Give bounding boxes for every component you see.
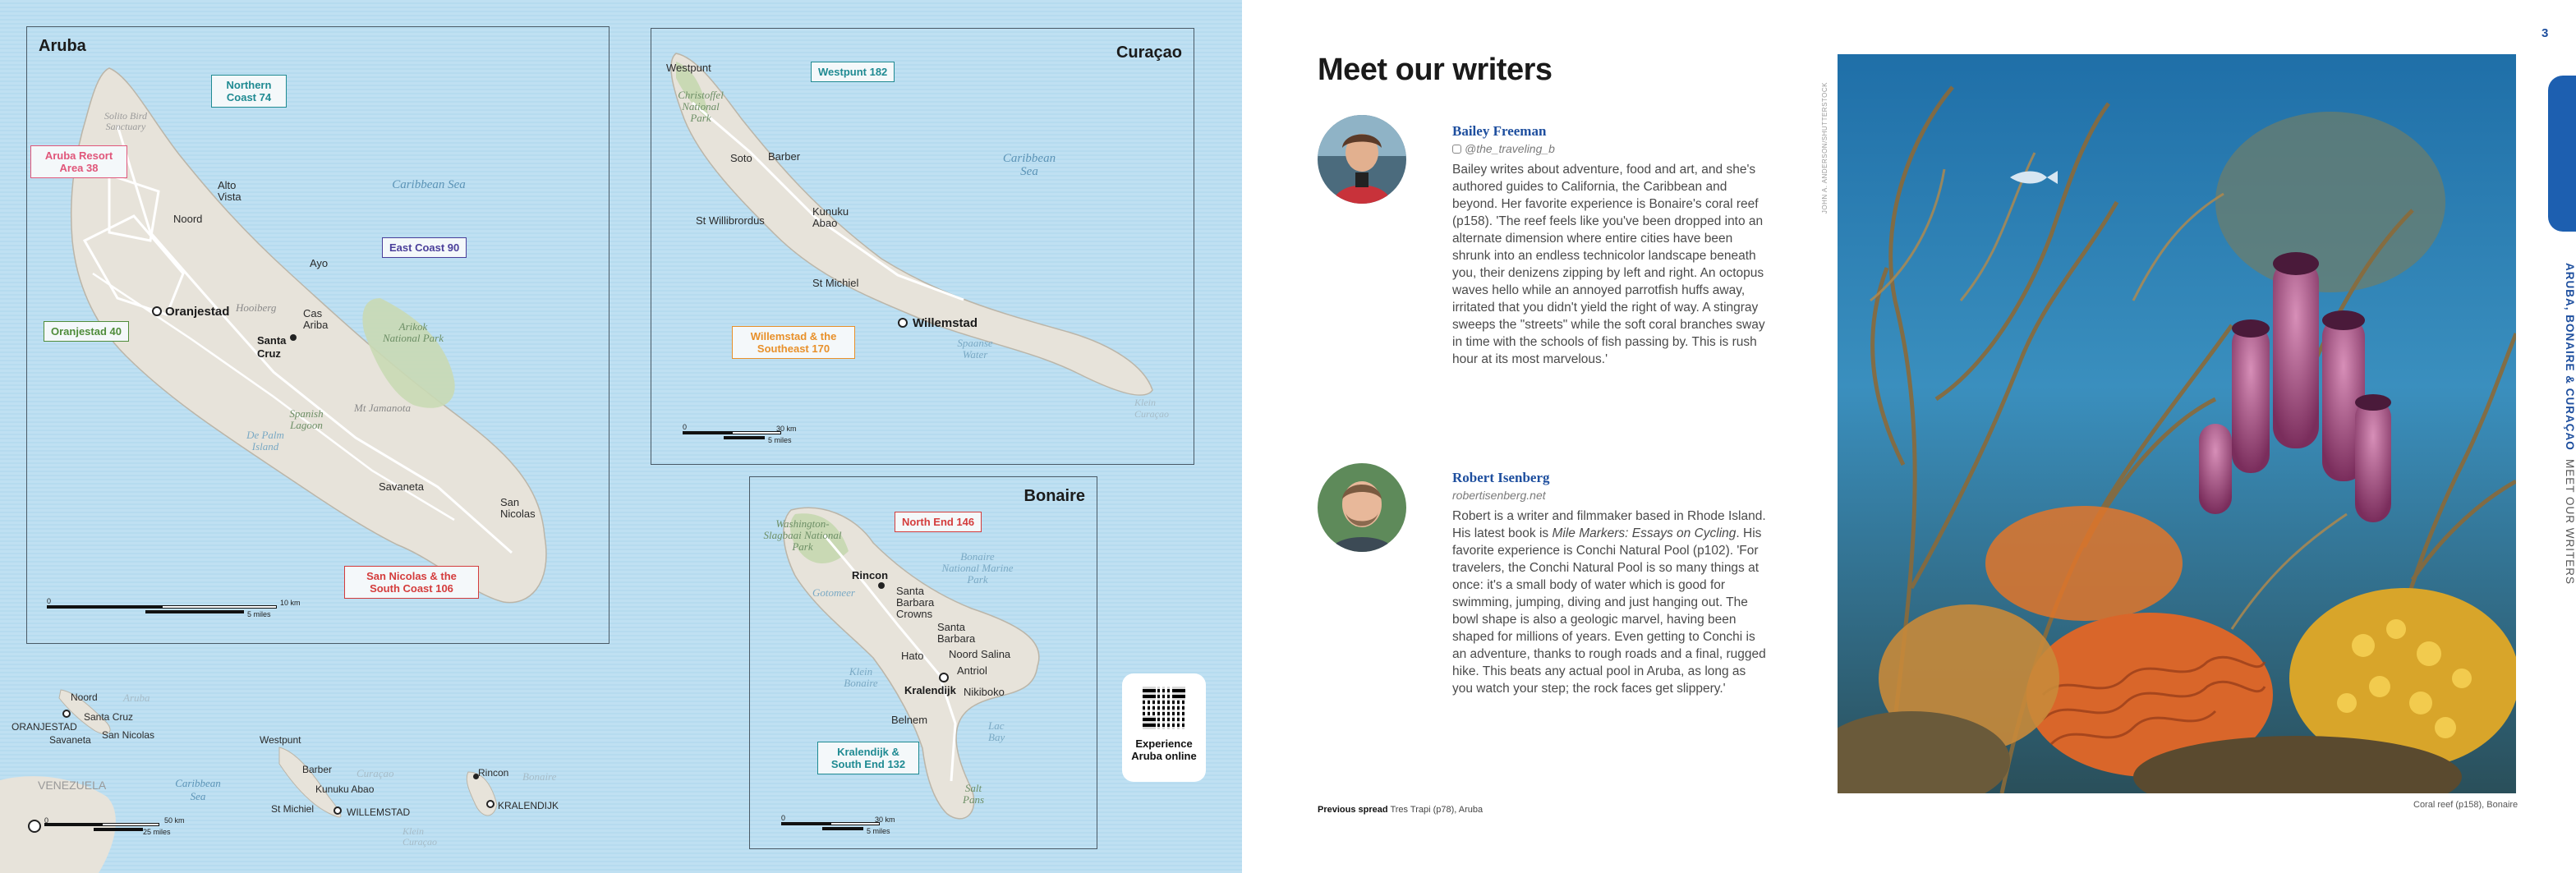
- bonaire-scale-mi: 5 miles: [867, 827, 890, 835]
- region-north-end[interactable]: North End 146: [895, 512, 982, 532]
- region-northern-coast[interactable]: Northern Coast 74: [211, 75, 287, 108]
- section-subtitle: MEET OUR WRITERS: [2564, 458, 2576, 585]
- previous-spread-label: Previous spread: [1318, 805, 1388, 815]
- gotomeer-label: Gotomeer: [812, 586, 855, 599]
- writer-handle-robert[interactable]: robertisenberg.net: [1452, 489, 1546, 502]
- kralendijk-label: Kralendijk: [904, 684, 956, 696]
- cur-kunuku-label: Kunuku Abao: [812, 205, 849, 229]
- overview-scale-mi: 25 miles: [143, 828, 171, 836]
- qr-code-icon[interactable]: [1143, 687, 1185, 729]
- curacao-sea-label: Caribbean Sea: [1002, 152, 1056, 178]
- de-palm-label: De Palm Island: [246, 429, 284, 453]
- coral-reef-illustration: [1838, 54, 2516, 793]
- section-name: ARUBA, BONAIRE & CURAÇAO: [2564, 263, 2576, 451]
- coral-reef-photo: [1838, 54, 2516, 793]
- ov-sea-label: Caribbean Sea: [175, 777, 221, 802]
- sanctuary-label: Solito Bird Sanctuary: [104, 110, 147, 132]
- photo-credit: JOHN A. ANDERSON/SHUTTERSTOCK: [1821, 82, 1828, 214]
- region-willemstad[interactable]: Willemstad & the Southeast 170: [732, 326, 855, 359]
- aruba-scale-km: 10 km: [280, 599, 301, 607]
- ov-rincon-label: Rincon: [478, 767, 509, 779]
- salt-pans-label: Salt Pans: [963, 782, 984, 806]
- ov-aruba-label: Aruba: [123, 692, 150, 704]
- christoffel-label: Christoffel National Park: [678, 89, 724, 124]
- instagram-icon: [1452, 145, 1461, 154]
- qr-code-card[interactable]: [1122, 673, 1206, 782]
- curacao-scale-bar: [683, 423, 847, 456]
- casibari-label: Cas Ariba: [303, 307, 329, 331]
- ov-willemstad-label: WILLEMSTAD: [347, 806, 411, 818]
- ayo-label: Ayo: [310, 257, 329, 269]
- arikok-label: Arikok National Park: [382, 320, 444, 344]
- curacao-scale-zero: 0: [683, 423, 688, 431]
- photo-caption: Coral reef (p158), Bonaire: [2413, 800, 2518, 810]
- cur-barber-label: Barber: [768, 150, 801, 163]
- region-westpunt[interactable]: Westpunt 182: [811, 62, 895, 82]
- avatar-bailey-image: [1318, 115, 1406, 204]
- region-east-coast[interactable]: East Coast 90: [382, 237, 467, 258]
- antriol-label: Antriol: [957, 664, 987, 677]
- santa-barbara2-label: Santa Barbara: [937, 621, 976, 645]
- curacao-map-title: Curaçao: [1116, 44, 1182, 62]
- writer-bio-robert-b: . His favorite experience is Conchi Natural Pool (p102). 'For travelers, the Conchi Natural Pool is so many things at once: it's a small body of water which is good for swimming, jumping, diving and just hanging out. The bowl shape is also a geologic marvel, having been shaped for millions of years. Even getting to Conchi is an adventure, thanks to rough roads and a final, rugged hike. This beats any actual pool in Aruba, as long as you watch your step; the rock faces get slippery.': [1452, 526, 1766, 696]
- aruba-map-title: Aruba: [39, 37, 86, 55]
- bonaire-scale-zero: 0: [781, 814, 786, 822]
- belnem-label: Belnem: [891, 714, 928, 726]
- jamanota-label: Mt Jamanota: [354, 402, 411, 414]
- qr-label: Experience Aruba online: [1131, 737, 1197, 762]
- washington-label: Washington-Slagbaai National Park: [763, 517, 842, 553]
- oranjestad-marker: [152, 306, 162, 316]
- san-nicolas-label: San Nicolas: [500, 496, 536, 520]
- aruba-scale-zero: 0: [47, 597, 52, 605]
- ov-kralendijk-marker: [486, 800, 494, 808]
- ov-klein-curacao-label: Klein Curaçao: [402, 825, 437, 848]
- hato-label: Hato: [901, 650, 924, 662]
- marine-park-label: Bonaire National Marine Park: [941, 550, 1014, 586]
- region-oranjestad[interactable]: Oranjestad 40: [44, 321, 129, 342]
- avatar-bailey: [1318, 115, 1406, 204]
- ov-westpunt-label: Westpunt: [260, 734, 301, 746]
- rincon-marker: [878, 582, 885, 589]
- cur-st-michiel-label: St Michiel: [812, 277, 859, 289]
- ov-willemstad-marker: [334, 806, 342, 815]
- ov-santa-cruz-label: Santa Cruz: [84, 711, 134, 723]
- previous-spread-text: Tres Trapi (p78), Aruba: [1390, 805, 1484, 815]
- ov-oranjestad-marker: [62, 710, 71, 718]
- curacao-scale-km: 30 km: [776, 425, 797, 433]
- ov-bonaire-label: Bonaire: [522, 770, 557, 783]
- alto-vista-label: Alto Vista: [218, 179, 242, 203]
- ov-oranjestad-label: ORANJESTAD: [12, 721, 77, 733]
- writer-bio-robert-book: Mile Markers: Essays on Cycling: [1552, 526, 1736, 540]
- overview-scale-km: 50 km: [164, 816, 185, 825]
- santa-cruz-label: Santa Cruz: [257, 334, 287, 360]
- north-arrow-icon: [28, 820, 41, 833]
- curacao-scale-mi: 5 miles: [768, 436, 792, 444]
- avatar-robert-image: [1318, 463, 1406, 552]
- aruba-map-panel: [26, 26, 610, 644]
- ov-barber-label: Barber: [302, 764, 333, 775]
- willemstad-marker: [898, 318, 908, 328]
- kralendijk-marker: [939, 673, 949, 682]
- page-number: 3: [2542, 26, 2549, 40]
- page-heading: Meet our writers: [1318, 53, 1552, 87]
- ov-kralendijk-label: KRALENDIJK: [498, 800, 559, 811]
- ov-st-michiel-label: St Michiel: [271, 803, 315, 815]
- overview-scale-bar: [44, 816, 209, 849]
- aruba-sea-label: Caribbean Sea: [392, 178, 466, 191]
- avatar-robert: [1318, 463, 1406, 552]
- previous-spread-note: [1318, 805, 1483, 815]
- santa-barbara-label: Santa Barbara Crowns: [896, 585, 935, 620]
- aruba-scale-mi: 5 miles: [247, 610, 271, 618]
- ov-kunuku-label: Kunuku Abao: [315, 783, 375, 795]
- spanish-lagoon-label: Spanish Lagoon: [289, 407, 324, 431]
- santa-cruz-marker: [290, 334, 297, 341]
- klein-curacao-label: Klein Curaçao: [1134, 397, 1169, 420]
- nikiboko-label: Nikiboko: [964, 686, 1005, 698]
- bonaire-map-panel: [749, 476, 1097, 849]
- willibrordus-label: St Willibrordus: [696, 214, 765, 227]
- writer-name-robert: Robert Isenberg: [1452, 470, 1550, 485]
- curacao-map-panel: [651, 28, 1194, 465]
- savaneta-label: Savaneta: [379, 480, 424, 493]
- cur-westpunt-label: Westpunt: [666, 62, 711, 74]
- ov-venezuela-label: VENEZUELA: [38, 779, 107, 792]
- lac-bay-label: Lac Bay: [988, 719, 1005, 743]
- writer-bio-robert-a: Robert is a writer and filmmaker based in Rhode Island. His latest book is: [1452, 509, 1766, 540]
- ov-curacao-label: Curaçao: [356, 767, 394, 779]
- region-san-nicolas[interactable]: San Nicolas & the South Coast 106: [344, 566, 479, 599]
- overview-map: [0, 657, 624, 873]
- curacao-island-shape: [651, 29, 1195, 466]
- bonaire-scale-bar: [781, 814, 945, 847]
- section-running-head: [2548, 251, 2576, 596]
- aruba-scale-bar: [47, 597, 326, 630]
- rincon-label: Rincon: [852, 569, 889, 581]
- writer-name-bailey: Bailey Freeman: [1452, 123, 1547, 139]
- writers-page: [1242, 0, 2576, 873]
- spaanse-water-label: Spaanse Water: [957, 337, 993, 361]
- overview-scale-zero: 0: [44, 816, 49, 825]
- writer-bio-bailey: Bailey writes about adventure, food and art, and she's authored guides to California, the Caribbean and beyond. Her favorite experience is Bonaire's coral reef (p158). 'The reef feels like you've been dropped into an alternate dimension where entire cities have been shrunk into an endless technicolor landscape beneath you, their denizens zipping by left and right. An octopus waves hello while an annoyed parrotfish huffs away, irritated that you didn't yield the right of way. A stingray sweeps the "streets" while the soft coral branches sway in time with the schools of fish passing by. This is rush hour at its most marvelous.': [1452, 163, 1765, 366]
- noord-label: Noord: [173, 213, 203, 225]
- bonaire-map-title: Bonaire: [1024, 487, 1085, 505]
- klein-bonaire-label: Klein Bonaire: [844, 665, 878, 689]
- writer-bio-robert: [1452, 508, 1768, 697]
- ov-savaneta-label: Savaneta: [49, 734, 91, 746]
- ov-noord-label: Noord: [71, 692, 98, 703]
- noord-salina-label: Noord Salina: [949, 648, 1011, 660]
- section-tab[interactable]: [2548, 76, 2576, 232]
- hooiberg-label: Hooiberg: [236, 301, 277, 314]
- bonaire-scale-km: 30 km: [875, 816, 895, 824]
- ov-san-nicolas-label: San Nicolas: [102, 729, 155, 741]
- cur-soto-label: Soto: [730, 152, 752, 164]
- willemstad-label: Willemstad: [913, 316, 978, 330]
- region-kralendijk[interactable]: Kralendijk & South End 132: [817, 742, 919, 774]
- writer-handle-bailey[interactable]: @the_traveling_b: [1465, 142, 1555, 155]
- oranjestad-label: Oranjestad: [165, 305, 230, 319]
- region-resort-area[interactable]: Aruba Resort Area 38: [30, 145, 127, 178]
